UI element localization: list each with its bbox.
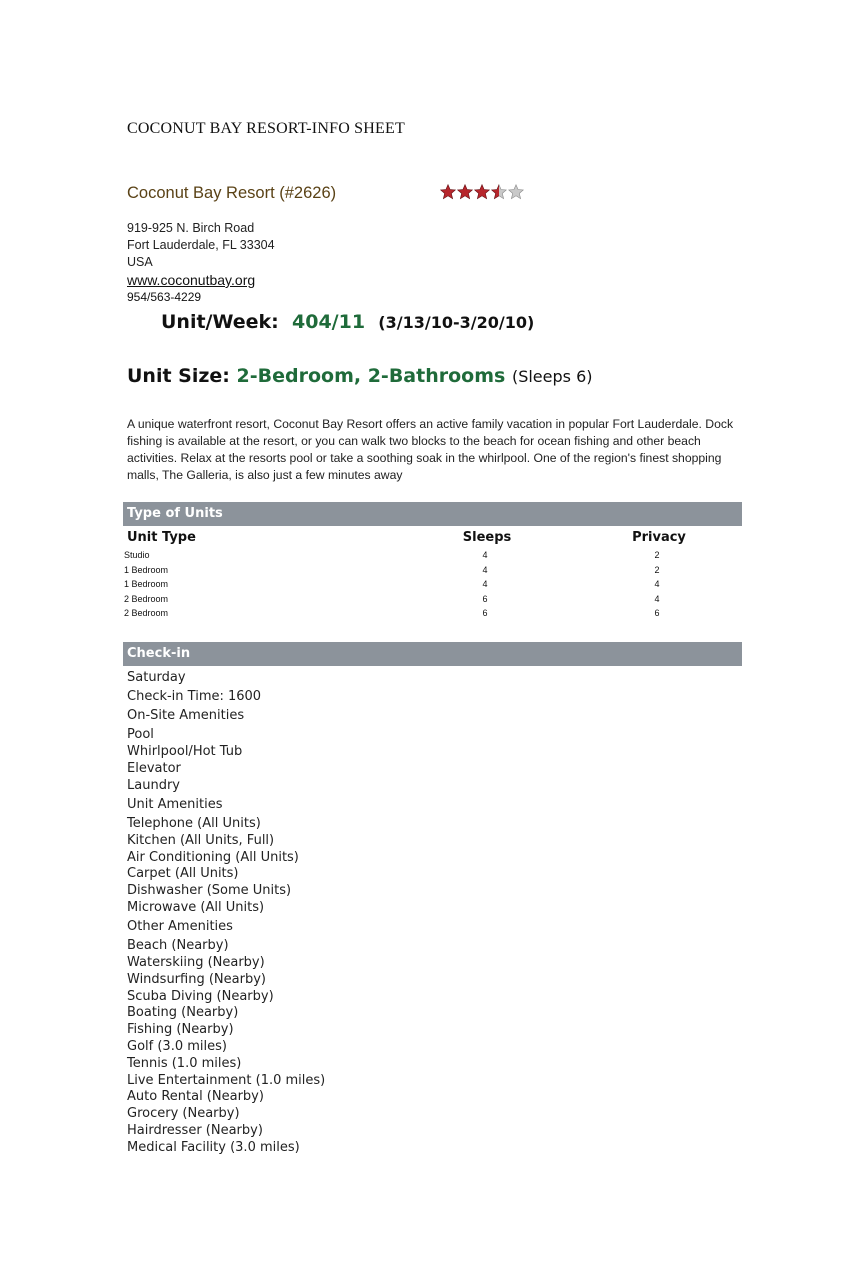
amenity-item: Fishing (Nearby)	[127, 1022, 234, 1037]
amenity-item: Dishwasher (Some Units)	[127, 883, 292, 898]
unit-size-sleeps: (Sleeps 6)	[511, 367, 593, 386]
address-line-2: Fort Lauderdale, FL 33304	[127, 238, 275, 252]
unit-size-value: 2-Bedroom, 2-Bathrooms	[236, 365, 506, 387]
amenity-item: Boating (Nearby)	[127, 1005, 239, 1020]
other-amenities-heading: Other Amenities	[127, 919, 233, 934]
amenity-item: Beach (Nearby)	[127, 938, 229, 953]
address-line-1: 919-925 N. Birch Road	[127, 221, 255, 235]
amenity-item: Waterskiing (Nearby)	[127, 955, 265, 970]
unit-type-cell: 2 Bedroom	[124, 594, 169, 604]
resort-name: Coconut Bay Resort (#2626)	[127, 184, 337, 202]
sleeps-cell: 6	[482, 608, 488, 618]
check-in-time: Check-in Time: 1600	[127, 689, 262, 704]
privacy-cell: 2	[654, 550, 660, 560]
amenity-item: Carpet (All Units)	[127, 866, 239, 881]
phone-number: 954/563-4229	[127, 290, 202, 304]
sleeps-cell: 6	[482, 594, 488, 604]
star-icon	[457, 184, 473, 200]
unit-type-cell: 1 Bedroom	[124, 565, 169, 575]
address-country: USA	[127, 255, 153, 269]
col-header-privacy: Privacy	[632, 530, 686, 545]
privacy-cell: 4	[654, 579, 660, 589]
star-icon	[491, 184, 507, 200]
sleeps-cell: 4	[482, 579, 488, 589]
amenity-item: Microwave (All Units)	[127, 900, 265, 915]
privacy-cell: 4	[654, 594, 660, 604]
amenity-item: Scuba Diving (Nearby)	[127, 989, 274, 1004]
star-icon	[474, 184, 490, 200]
amenity-item: Air Conditioning (All Units)	[127, 850, 299, 865]
type-of-units-header: Type of Units	[123, 502, 742, 526]
unit-week-dates: (3/13/10-3/20/10)	[378, 313, 535, 332]
amenity-item: Telephone (All Units)	[127, 816, 261, 831]
unit-type-cell: 2 Bedroom	[124, 608, 169, 618]
resort-description: A unique waterfront resort, Coconut Bay Resort offers an active family vacation in popular Fort Lauderdale. Dock fishing is available at the resort, or you can walk two blocks to the beach for ocean fishing and other beach activities. Relax at the resorts pool or take a soothing soak in the whirlpool. One of the region's finest shopping malls, The Galleria, is also just a few minutes away	[127, 417, 734, 482]
sleeps-cell: 4	[482, 550, 488, 560]
col-header-unit-type: Unit Type	[127, 530, 196, 545]
website-link[interactable]: www.coconutbay.org	[127, 272, 256, 288]
amenity-item: Golf (3.0 miles)	[127, 1039, 227, 1054]
star-rating	[440, 184, 524, 200]
unit-size-line	[127, 365, 592, 387]
amenity-item: Whirlpool/Hot Tub	[127, 744, 243, 759]
amenity-item: Medical Facility (3.0 miles)	[127, 1140, 300, 1155]
unit-type-cell: 1 Bedroom	[124, 579, 169, 589]
sleeps-cell: 4	[482, 565, 488, 575]
amenity-item: Tennis (1.0 miles)	[127, 1056, 242, 1071]
check-in-header: Check-in	[123, 642, 742, 666]
amenity-item: Pool	[127, 727, 154, 742]
amenity-item: Hairdresser (Nearby)	[127, 1123, 263, 1138]
amenity-item: Grocery (Nearby)	[127, 1106, 240, 1121]
unit-size-label: Unit Size:	[127, 365, 230, 387]
unit-amenities-heading: Unit Amenities	[127, 797, 223, 812]
col-header-sleeps: Sleeps	[462, 530, 512, 545]
amenity-item: Windsurfing (Nearby)	[127, 972, 266, 987]
unit-week-label: Unit/Week:	[161, 311, 279, 333]
amenity-item: Auto Rental (Nearby)	[127, 1089, 264, 1104]
privacy-cell: 6	[654, 608, 660, 618]
star-icon	[508, 184, 524, 200]
unit-week-value: 404/11	[292, 311, 366, 333]
on-site-amenities-heading: On-Site Amenities	[127, 708, 245, 723]
sheet-title: COCONUT BAY RESORT-INFO SHEET	[127, 120, 405, 137]
amenity-item: Laundry	[127, 778, 180, 793]
amenity-item: Elevator	[127, 761, 181, 776]
unit-week-line	[161, 311, 534, 333]
amenity-item: Live Entertainment (1.0 miles)	[127, 1073, 326, 1088]
privacy-cell: 2	[654, 565, 660, 575]
star-icon	[440, 184, 456, 200]
unit-type-cell: Studio	[124, 550, 150, 560]
check-in-day: Saturday	[127, 670, 186, 685]
amenity-item: Kitchen (All Units, Full)	[127, 833, 275, 848]
